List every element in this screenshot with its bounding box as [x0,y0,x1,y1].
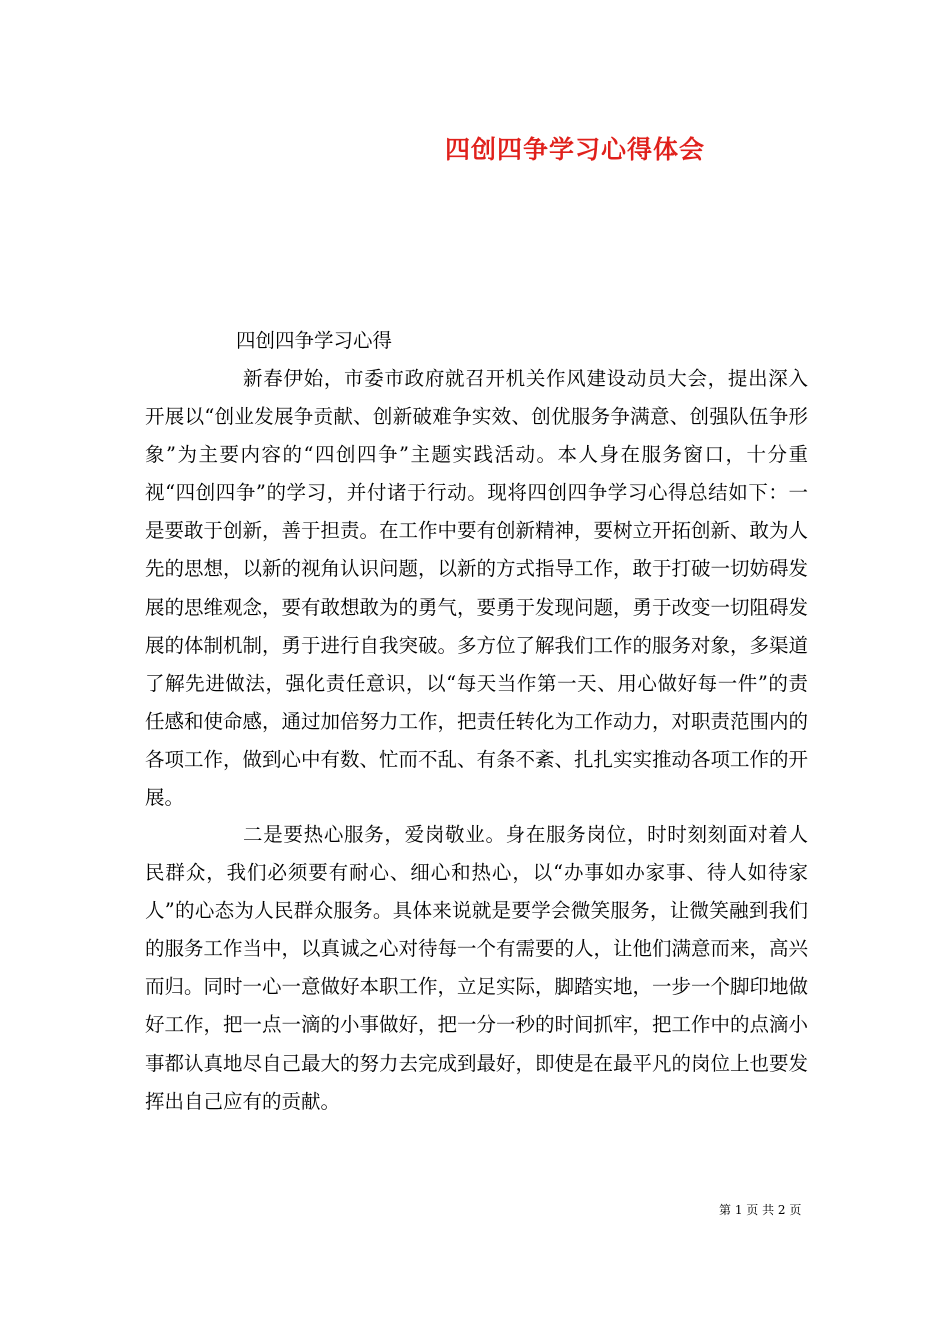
document-title-text: 四创四争学习心得体会 [444,135,705,164]
document-subtitle: 四创四争学习心得 [236,329,393,352]
page-footer: 第 1 页 共 2 页 [719,1203,802,1217]
body-paragraph-2: 二是要热心服务，爱岗敬业。身在服务岗位，时时刻刻面对着人民群众，我们必须要有耐心、细心和热心，以“办事如办家事、待人如待家人”的心态为人民群众服务。具体来说就是要学会微笑服务，让微笑融到我们的服务工作当中，以真诚之心对待每一个有需要的人，让他们满意而来，高兴而归。同时一心一意做好本职工作，立足实际，脚踏实地，一步一个脚印地做好工作，把一点一滴的小事做好，把一分一秒的时间抓牢，把工作中的点滴小事都认真地尽自己最大的努力去完成到最好，即使是在最平凡的岗位上也要发挥出自己应有的贡献。 [145,823,809,1113]
body-paragraph-1: 新春伊始，市委市政府就召开机关作风建设动员大会，提出深入开展以“创业发展争贡献、创新破难争实效、创优服务争满意、创强队伍争形象”为主要内容的“四创四争”主题实践活动。本人身在服务窗口，十分重视“四创四争”的学习，并付诸于行动。现将四创四争学习心得总结如下：一是要敢于创新，善于担责。在工作中要有创新精神，要树立开拓创新、敢为人先的思想，以新的视角认识问题，以新的方式指导工作，敢于打破一切妨碍发展的思维观念，要有敢想敢为的勇气，要勇于发现问题，勇于改变一切阻碍发展的体制机制，勇于进行自我突破。多方位了解我们工作的服务对象，多渠道了解先进做法，强化责任意识，以“每天当作第一天、用心做好每一件”的责任感和使命感，通过加倍努力工作，把责任转化为工作动力，对职责范围内的各项工作，做到心中有数、忙而不乱、有条不紊、扎扎实实推动各项工作的开展。 [145,367,809,810]
document-title [0,130,950,170]
